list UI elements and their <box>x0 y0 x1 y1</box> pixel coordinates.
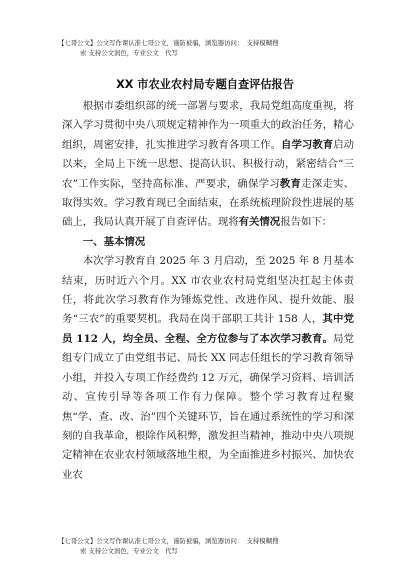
document-body <box>62 97 354 485</box>
intro-paragraph <box>62 97 354 233</box>
section1-text-2: 局党组专门成立了由党组书记、局长 XX 同志任组长的学习教育领导小组，并投入专项工作经费约 12 万元，确保学习资料、培训活动、宣传引导等各项工作有力保障。整个学习教育过程聚焦“学、查、改、治”四个关键环节，旨在通过系统性的学习和深刻的自我革命，根除作风积弊，激发担当精神，推动中央八项规定精神在农业农村领域落地生根，为全面推进乡村振兴、加快农业农 <box>62 332 355 481</box>
header-watermark-note <box>58 38 358 58</box>
intro-text-3: 走深走实、取得实效。学习教育现已全面结束，在系统梳理阶段性进展的基础上，我局认真开展了自查评估。现将 <box>62 177 355 229</box>
header-note-line1: 【七哥公文】公文写作课认准七哥公文，谨防被骗，浏览器访问： 支持模糊搜 <box>58 39 279 47</box>
footer-note-line1: 【七哥公文】公文写作课认准七哥公文，谨防被骗，浏览器访问： 支持模糊搜 <box>58 537 279 545</box>
footer-watermark-note <box>58 536 358 556</box>
section1-text-1: 本次学习教育自 2025 年 3 月启动，至 2025 年 8 月基本结束，历时近六个月。XX 市农业农村局党组坚决扛起主体责任，将此次学习教育作为锤炼党性、改进作风、提升效能、服务“三农”的重要契机。我局在岗干部职工共计 158 人， <box>62 255 354 326</box>
intro-bold-1: 自学习教育 <box>281 138 334 151</box>
intro-text-2: 启动以来，全局上下统一思想、提高认识、积极行动，紧密结合“三农”工作实际，坚持高标准、严要求，确保学习 <box>62 138 355 190</box>
header-note-line2: 索 支持公文润色，专业公文 代写 <box>80 49 178 57</box>
intro-bold-2: 教育 <box>279 177 302 190</box>
document-title: XX 市农业农村局专题自查评估报告 <box>116 78 294 91</box>
section1-bold-1: 其中党员 112 人，均全员、全程、全方位参与了本次学习教育。 <box>62 313 355 345</box>
intro-bold-3: 有关情况 <box>238 216 281 229</box>
intro-text-4: 报告如下： <box>280 216 333 229</box>
footer-note-line2: 索 支持公文润色，专业公文 代写 <box>80 547 178 555</box>
section1-paragraph <box>62 252 354 485</box>
intro-text-1: 根据市委组织部的统一部署与要求，我局党组高度重视，将深入学习贯彻中央八项规定精神作为一项重大的政治任务，精心组织，周密安排，扎实推进学习教育各项工作。 <box>62 100 354 151</box>
section-heading-basic-info: 一、基本情况 <box>82 235 146 248</box>
